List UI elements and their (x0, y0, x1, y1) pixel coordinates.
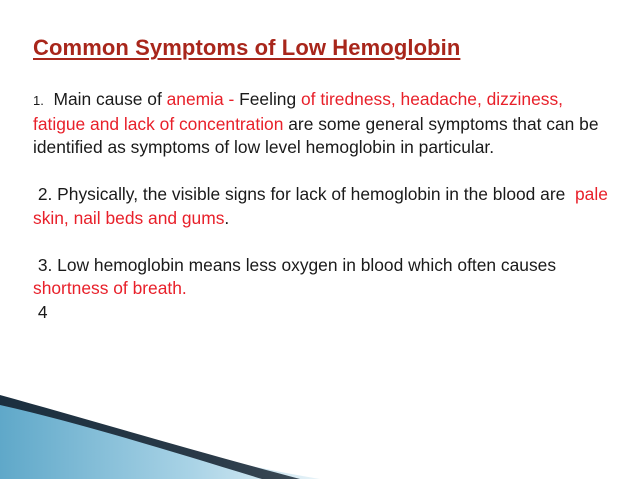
point-4-text: 4 (33, 301, 48, 322)
point-1-highlight-symptoms: of tiredness, headache, dizziness, fatigue and lack of concentration (33, 89, 563, 134)
point-2-highlight-signs: pale skin, nail beds and gums (33, 184, 608, 228)
point-2 (33, 183, 608, 230)
point-2-text-b: . (224, 207, 230, 228)
point-2-text-a: 2. Physically, the visible signs for lack of hemoglobin in the blood are (33, 184, 575, 204)
slide-body (33, 88, 608, 324)
point-1-highlight-anemia: anemia - (166, 89, 235, 109)
paragraph-gap (33, 230, 608, 254)
bottom-swoosh-decoration (0, 389, 638, 479)
point-3 (33, 254, 608, 301)
point-1-number: 1. (33, 93, 44, 108)
point-3-highlight-breath: shortness of breath. (33, 278, 187, 298)
slide-title: Common Symptoms of Low Hemoglobin (33, 35, 461, 60)
point-4 (33, 301, 608, 325)
point-1-text-c: are some general symptoms that can be identified as symptoms of low level hemoglobin in particular. (33, 113, 599, 157)
point-3-text-a: 3. Low hemoglobin means less oxygen in blood which often causes (33, 254, 566, 275)
point-1-text-a: Main cause of (43, 89, 167, 109)
point-1-text-b: Feeling (234, 89, 301, 109)
paragraph-gap (33, 160, 608, 184)
point-1 (33, 88, 608, 160)
